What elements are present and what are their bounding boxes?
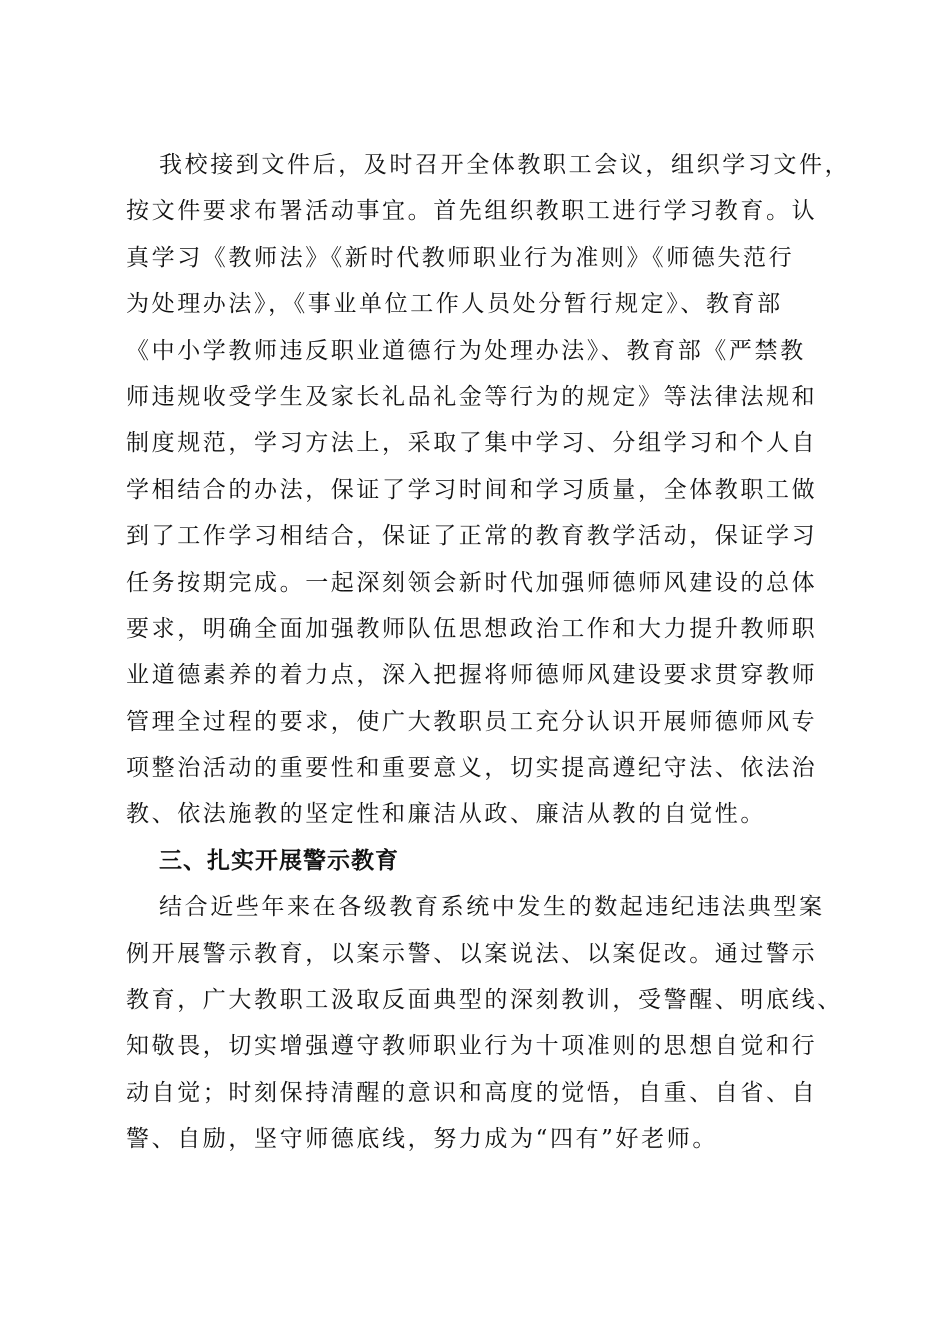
text-line: 我校接到文件后，及时召开全体教职工会议，组织学习文件，: [159, 152, 851, 178]
text-line: 教育，广大教职工汲取反面典型的深刻教训，受警醒、明底线、: [126, 987, 843, 1014]
text-line: 结合近些年来在各级教育系统中发生的数起违纪违法典型案: [159, 894, 825, 921]
text-line: 按文件要求布署活动事宜。首先组织教职工进行学习教育。认: [126, 198, 818, 225]
text-line: 真学习《教师法》《新时代教师职业行为准则》《师德失范行: [126, 244, 795, 271]
section-heading: 三、扎实开展警示教育: [159, 847, 399, 874]
text-line: 项整治活动的重要性和重要意义，切实提高遵纪守法、依法治: [126, 755, 818, 782]
text-line: 教、依法施教的坚定性和廉洁从政、廉洁从教的自觉性。: [126, 801, 766, 828]
text-line: 警、自励，坚守师德底线，努力成为“四有”好老师。: [126, 1126, 718, 1153]
text-line: 要求，明确全面加强教师队伍思想政治工作和大力提升教师职: [126, 615, 818, 642]
text-line: 任务按期完成。一起深刻领会新时代加强师德师风建设的总体: [126, 569, 818, 596]
paragraph-study-activities: [126, 142, 851, 838]
text-line: 例开展警示教育，以案示警、以案说法、以案促改。通过警示: [126, 940, 818, 967]
text-line: 到了工作学习相结合，保证了正常的教育教学活动，保证学习: [126, 523, 818, 550]
text-line: 动自觉；时刻保持清醒的意识和高度的觉悟，自重、自省、自: [126, 1079, 818, 1106]
text-line: 制度规范，学习方法上，采取了集中学习、分组学习和个人自: [126, 430, 818, 457]
text-line: 学相结合的办法，保证了学习时间和学习质量，全体教职工做: [126, 476, 818, 503]
text-line: 为处理办法》，《事业单位工作人员处分暂行规定》、教育部: [126, 291, 783, 318]
text-line: 《中小学教师违反职业道德行为处理办法》、教育部《严禁教: [126, 337, 806, 364]
text-line: 师违规收受学生及家长礼品礼金等行为的规定》等法律法规和: [126, 383, 818, 410]
document-body: [126, 142, 851, 1163]
text-line: 管理全过程的要求，使广大教职员工充分认识开展师德师风专: [126, 708, 818, 735]
paragraph-warning-education: [126, 884, 843, 1162]
text-line: 知敬畏，切实增强遵守教师职业行为十项准则的思想自觉和行: [126, 1033, 818, 1060]
text-line: 业道德素养的着力点，深入把握将师德师风建设要求贯穿教师: [126, 662, 818, 689]
